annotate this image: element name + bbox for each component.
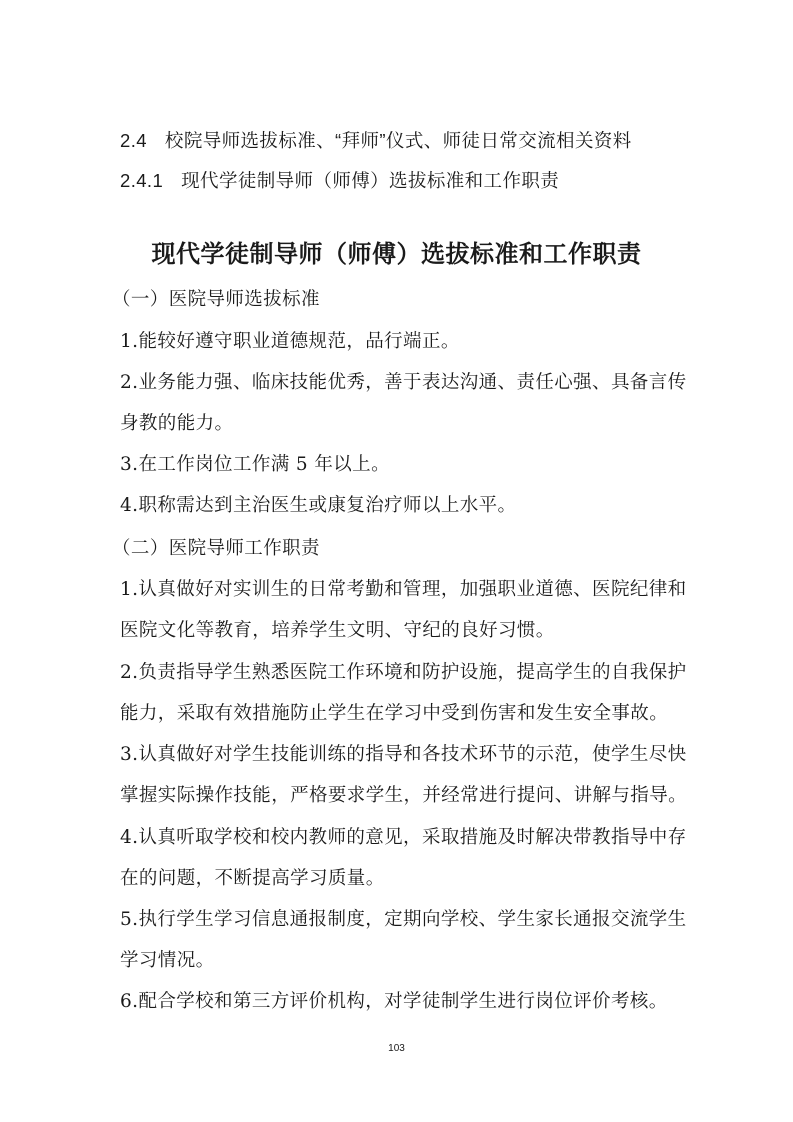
- subsection-number: 2.4.1: [120, 170, 164, 191]
- part2-item-5-line-1: 5.执行学生学习信息通报制度，定期向学校、学生家长通报交流学生: [120, 909, 687, 930]
- document-title: 现代学徒制导师（师傅）选拔标准和工作职责: [151, 240, 642, 268]
- part2-heading: （二）医院导师工作职责: [112, 538, 320, 559]
- section-heading: [120, 129, 632, 153]
- part1-item-1: 1.能较好遵守职业道德规范，品行端正。: [120, 331, 460, 352]
- part1-item-4: 4.职称需达到主治医生或康复治疗师以上水平。: [120, 495, 517, 516]
- part1-item-2-line-2: 身教的能力。: [120, 413, 234, 434]
- subsection-title: 现代学徒制导师（师傅）选拔标准和工作职责: [181, 170, 560, 191]
- part2-item-5-line-2: 学习情况。: [120, 950, 215, 971]
- part2-item-3-line-2: 掌握实际操作技能，严格要求学生，并经常进行提问、讲解与指导。: [120, 785, 688, 806]
- part2-item-1-line-2: 医院文化等教育，培养学生文明、守纪的良好习惯。: [120, 620, 555, 641]
- section-number: 2.4: [120, 130, 147, 151]
- part2-item-4-line-2: 在的问题，不断提高学习质量。: [120, 868, 385, 889]
- part2-item-4-line-1: 4.认真听取学校和校内教师的意见，采取措施及时解决带教指导中存: [120, 827, 687, 848]
- part2-item-2-line-2: 能力，采取有效措施防止学生在学习中受到伤害和发生安全事故。: [120, 703, 669, 724]
- part1-item-2-line-1: 2.业务能力强、临床技能优秀，善于表达沟通、责任心强、具备言传: [120, 372, 687, 393]
- page-number: 103: [388, 1043, 405, 1054]
- part2-item-3-line-1: 3.认真做好对学生技能训练的指导和各技术环节的示范，使学生尽快: [120, 744, 687, 765]
- part1-heading: （一）医院导师选拔标准: [112, 289, 320, 310]
- subsection-heading: [120, 169, 559, 193]
- part2-item-2-line-1: 2.负责指导学生熟悉医院工作环境和防护设施，提高学生的自我保护: [120, 662, 687, 683]
- part1-item-3: 3.在工作岗位工作满 5 年以上。: [120, 454, 390, 475]
- section-title: 校院导师选拔标准、“拜师”仪式、师徒日常交流相关资料: [164, 130, 632, 151]
- part2-item-1-line-1: 1.认真做好对实训生的日常考勤和管理，加强职业道德、医院纪律和: [120, 579, 687, 600]
- part2-item-6: 6.配合学校和第三方评价机构，对学徒制学生进行岗位评价考核。: [120, 991, 668, 1012]
